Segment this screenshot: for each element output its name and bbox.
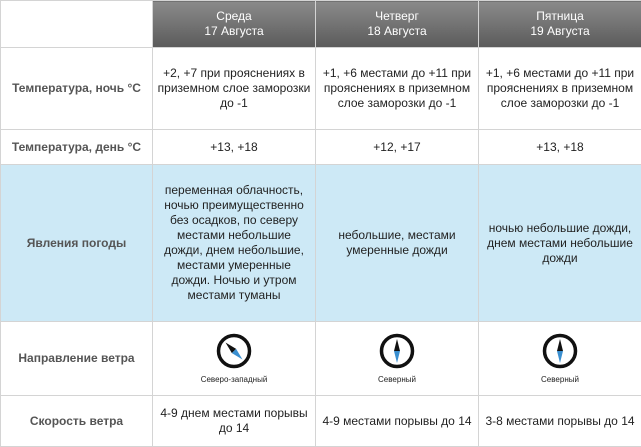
night-temp-cell: +1, +6 местами до +11 при прояснениях в приземном слое заморозки до -1 [479,48,641,130]
date: 17 Августа [204,24,263,38]
wind-direction-text: Северный [483,375,637,384]
wind-direction-cell [153,322,316,396]
day-temp-row [1,130,641,165]
wind-speed-cell: 4-9 местами порывы до 14 [316,396,479,447]
wind-direction-cell [479,322,641,396]
night-temp-cell: +1, +6 местами до +11 при прояснениях в приземном слое заморозки до -1 [316,48,479,130]
wind-speed-cell: 4-9 днем местами порывы до 14 [153,396,316,447]
weather-label: Явления погоды [1,165,153,322]
header-row [1,1,641,48]
wind-direction-row [1,322,641,396]
weekday: Среда [216,9,251,23]
weather-cell: ночью небольшие дожди, днем местами небольшие дожди [479,165,641,322]
day-temp-label: Температура, день °C [1,130,153,165]
weekday: Четверг [375,9,419,23]
wind-direction-text: Северо-западный [157,375,311,384]
night-temp-cell: +2, +7 при прояснениях в приземном слое заморозки до -1 [153,48,316,130]
corner-cell [1,1,153,48]
compass-northwest-icon [216,333,252,369]
date: 19 Августа [530,24,589,38]
weekday: Пятница [536,9,584,23]
wind-speed-cell: 3-8 местами порывы до 14 [479,396,641,447]
day-temp-cell: +13, +18 [479,130,641,165]
weather-cell: переменная облачность, ночью преимущественно без осадков, по северу местами небольшие дожди, днем небольшие, местами умеренные дожди. Ночью и утром местами туманы [153,165,316,322]
wind-direction-label: Направление ветра [1,322,153,396]
wind-direction-cell [316,322,479,396]
day-header-fri [479,1,641,48]
night-temp-label: Температура, ночь °C [1,48,153,130]
night-temp-row [1,48,641,130]
date: 18 Августа [367,24,426,38]
compass-north-icon [542,333,578,369]
wind-speed-row [1,396,641,447]
weather-row [1,165,641,322]
day-temp-cell: +12, +17 [316,130,479,165]
compass-north-icon [379,333,415,369]
day-header-thu [316,1,479,48]
wind-speed-label: Скорость ветра [1,396,153,447]
wind-direction-text: Северный [320,375,474,384]
day-temp-cell: +13, +18 [153,130,316,165]
day-header-wed [153,1,316,48]
weather-cell: небольшие, местами умеренные дожди [316,165,479,322]
